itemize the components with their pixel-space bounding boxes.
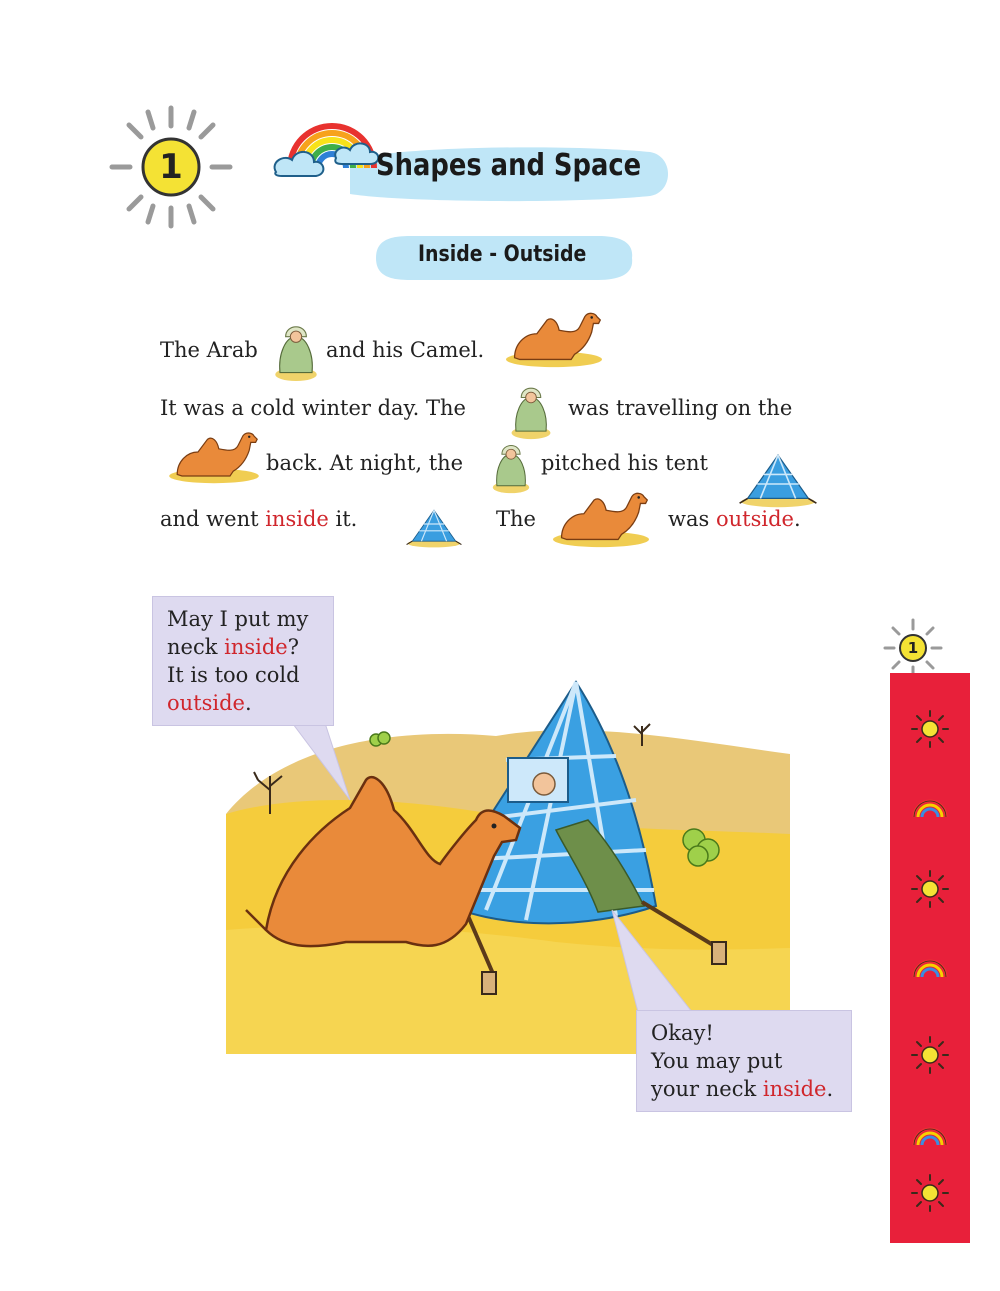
- speech-line: [167, 633, 319, 661]
- sidebar-chapter-badge: [883, 618, 943, 678]
- sun-icon: [910, 1173, 950, 1213]
- story-line-1b: and his Camel.: [326, 338, 485, 362]
- sidebar-chapter-number: 1: [907, 639, 919, 657]
- camel-speech-bubble: [152, 596, 334, 726]
- chapter-badge: [108, 104, 234, 230]
- story-line-3b: pitched his tent: [541, 451, 708, 475]
- camel-icon: [162, 428, 266, 484]
- tent-icon: [384, 508, 484, 548]
- speech-text: your neck: [651, 1077, 763, 1101]
- story-line-4c: The: [496, 507, 536, 531]
- speech-text: neck: [167, 635, 225, 659]
- speech-line: May I put my: [167, 607, 309, 631]
- chapter-title: Shapes and Space: [376, 148, 642, 183]
- word-outside: outside: [167, 691, 245, 715]
- chapter-title-banner: [270, 108, 680, 208]
- sun-icon: [910, 869, 950, 909]
- speech-text: ?: [287, 635, 299, 659]
- story-text: and went: [160, 507, 259, 531]
- sun-icon: [910, 709, 950, 749]
- story-text: .: [793, 507, 801, 531]
- rainbow-icon: [910, 791, 950, 821]
- speech-line: [651, 1075, 837, 1103]
- speech-text: .: [244, 691, 252, 715]
- rainbow-icon: [910, 1119, 950, 1149]
- camel-icon: [545, 488, 657, 548]
- word-inside: inside: [224, 635, 288, 659]
- story-line-3a: back. At night, the: [266, 451, 464, 475]
- speech-line: You may put: [651, 1049, 783, 1073]
- sun-icon: [910, 1035, 950, 1075]
- chapter-number: 1: [159, 147, 183, 187]
- sidebar: [890, 673, 970, 1243]
- story-text: was: [668, 507, 710, 531]
- story-line-4: [160, 506, 357, 532]
- story-text: it.: [335, 507, 358, 531]
- word-inside: inside: [265, 507, 329, 531]
- bubble-pointer: [608, 906, 694, 1014]
- arab-icon: [486, 436, 536, 494]
- story-line-4d: [668, 506, 801, 532]
- arab-icon: [271, 316, 321, 382]
- story-line-2a: It was a cold winter day. The: [160, 396, 466, 420]
- speech-text: .: [826, 1077, 834, 1101]
- tent-icon: [728, 452, 828, 508]
- word-inside: inside: [762, 1077, 827, 1101]
- arab-icon: [505, 378, 557, 440]
- section-subtitle-banner: [370, 230, 638, 286]
- speech-line: Okay!: [651, 1021, 714, 1045]
- word-outside: outside: [715, 507, 794, 531]
- speech-line: [167, 689, 319, 717]
- arab-speech-bubble: [636, 1010, 852, 1112]
- bubble-pointer: [280, 720, 360, 802]
- story-line-1a: The Arab: [160, 338, 258, 362]
- camel-icon: [500, 308, 608, 368]
- story-line-2b: was travelling on the: [568, 396, 793, 420]
- section-subtitle: Inside - Outside: [418, 242, 587, 267]
- rainbow-icon: [910, 951, 950, 981]
- speech-line: It is too cold: [167, 663, 300, 687]
